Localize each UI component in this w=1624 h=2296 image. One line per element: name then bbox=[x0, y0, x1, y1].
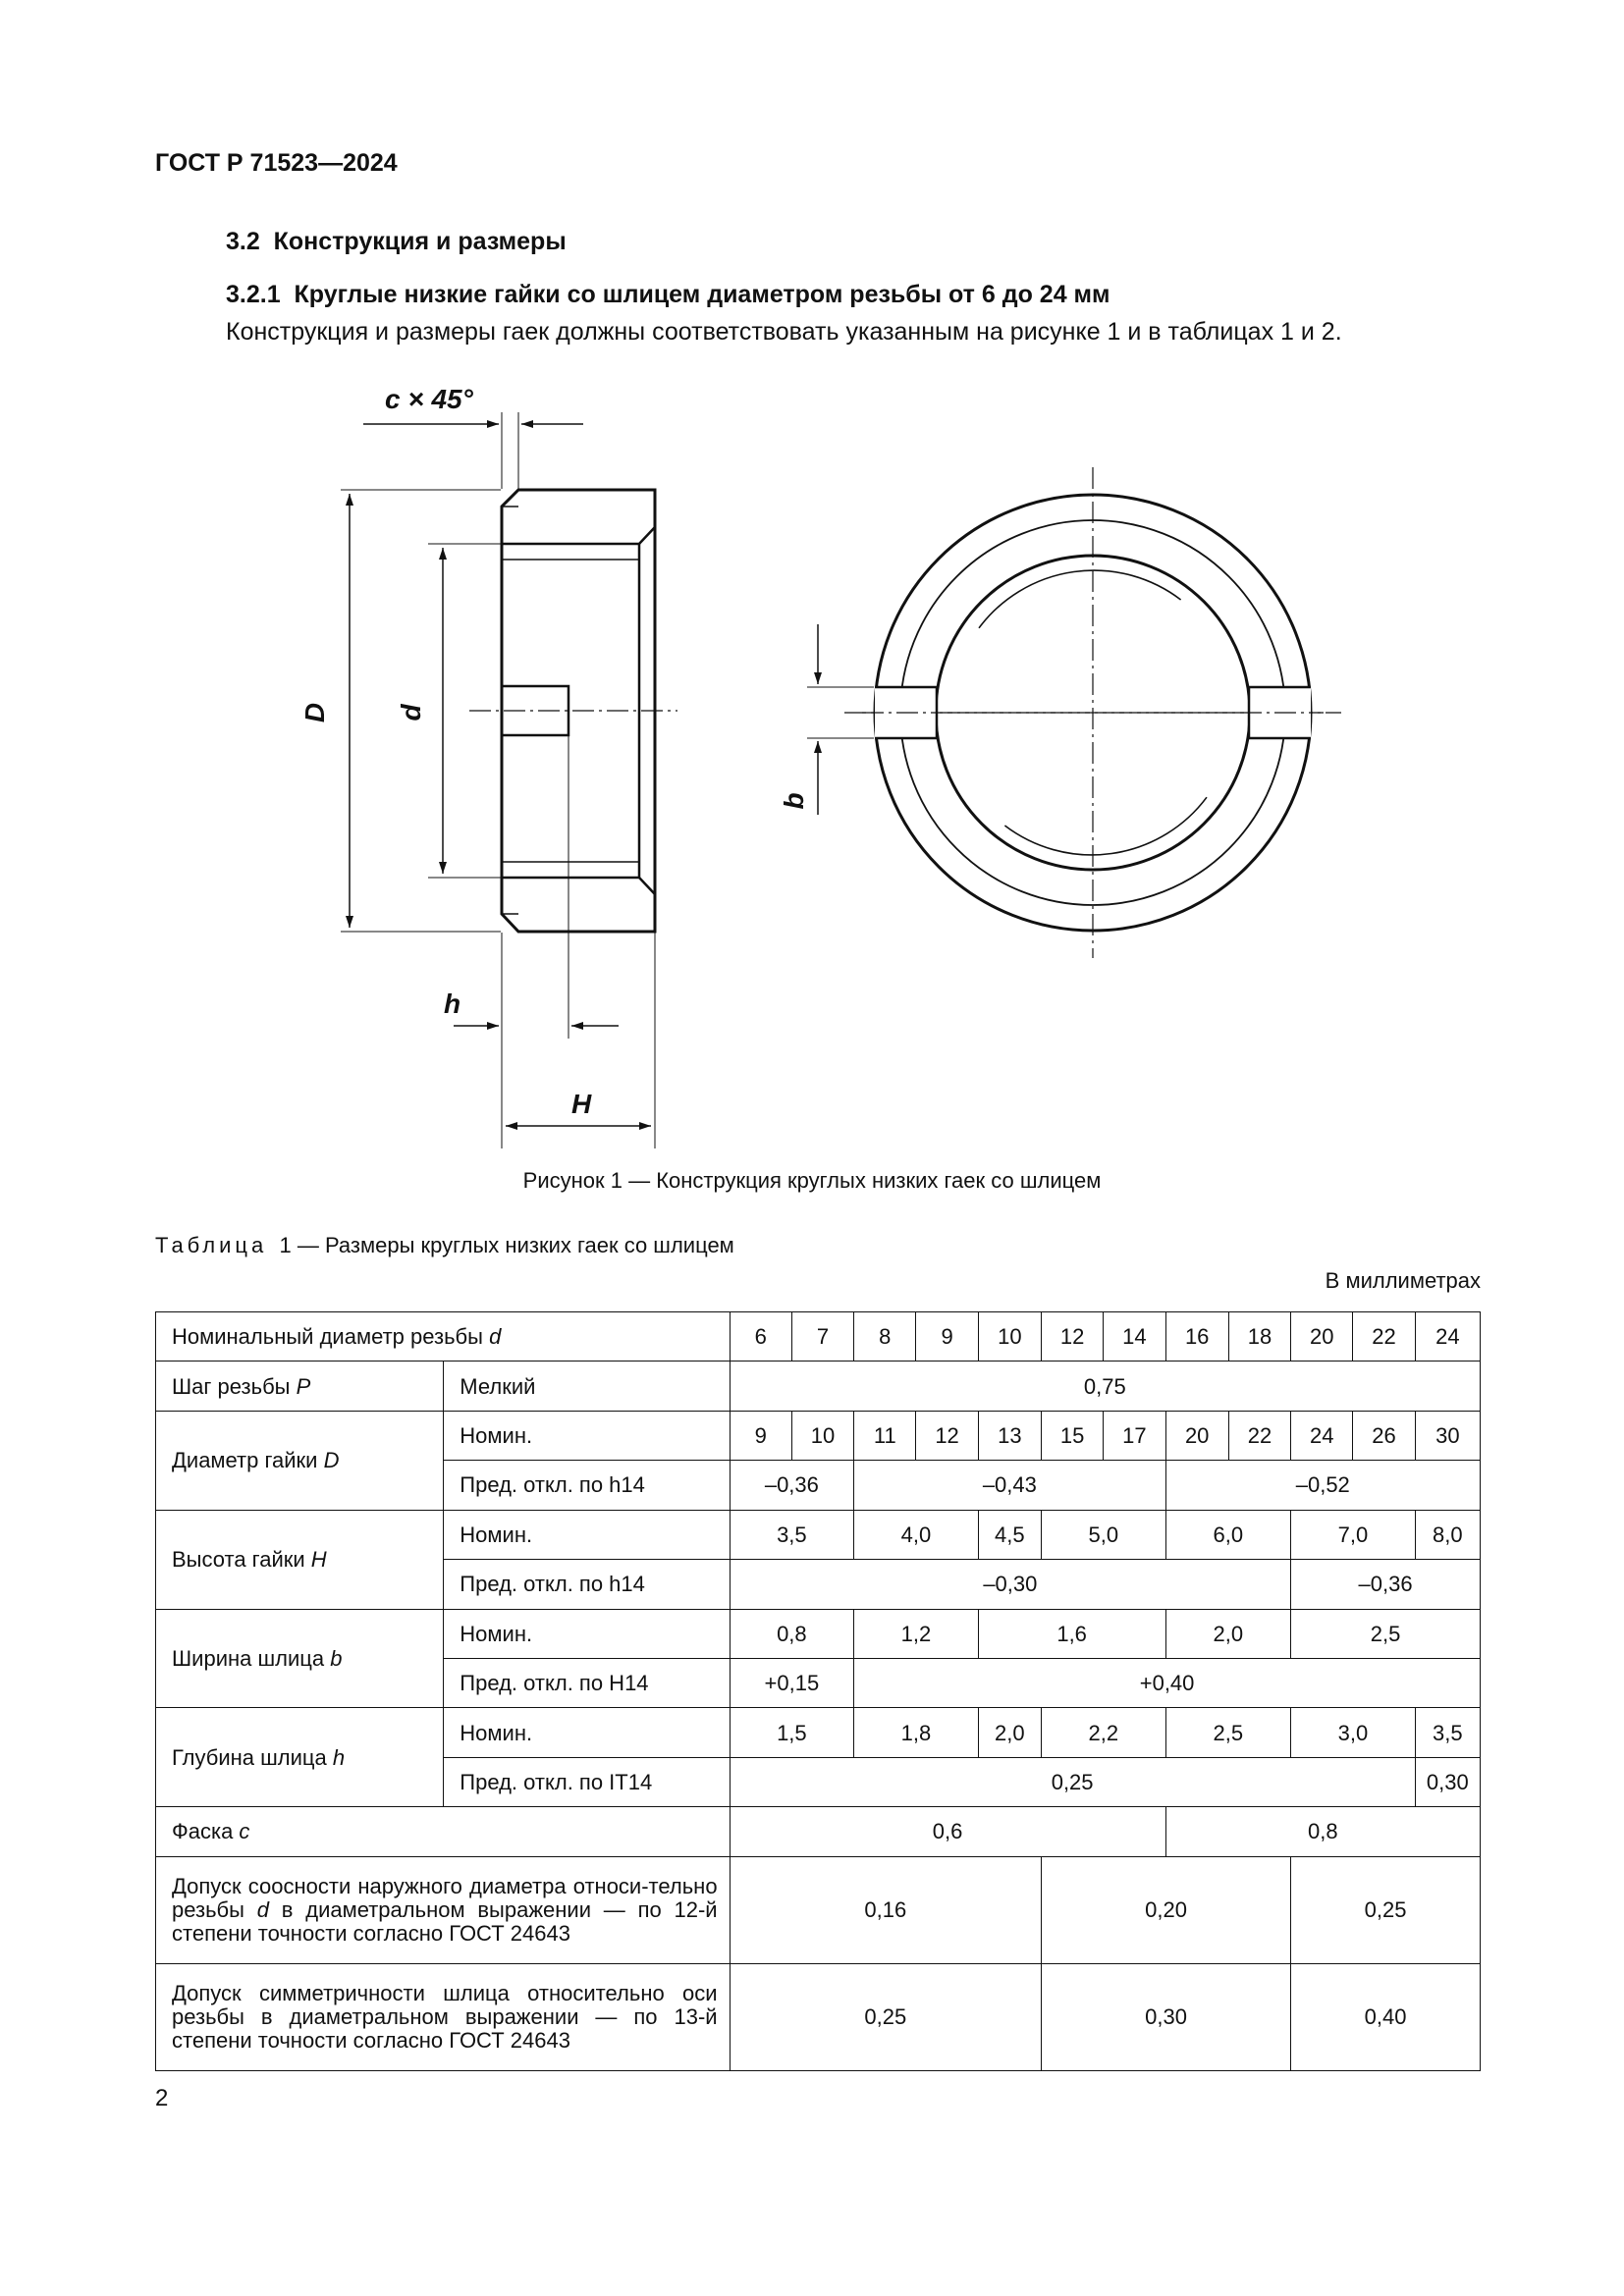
nominal-cell: 20 bbox=[1291, 1312, 1353, 1362]
nominal-sublabel: Номин. bbox=[444, 1708, 730, 1757]
value-cell: 3,5 bbox=[1415, 1708, 1480, 1757]
units-note: В миллиметрах bbox=[1325, 1268, 1481, 1293]
row-label-slot-depth: Глубина шлица h bbox=[156, 1708, 444, 1807]
table-caption-prefix: Таблица bbox=[155, 1233, 268, 1257]
intro-paragraph: Конструкция и размеры гаек должны соответствовать указанным на рисунке 1 и в таблицах 1 и 2. bbox=[226, 318, 1342, 346]
nominal-cell: 24 bbox=[1415, 1312, 1480, 1362]
tolerance-sublabel: Пред. откл. по h14 bbox=[444, 1461, 730, 1510]
table-row bbox=[156, 1807, 1481, 1856]
label-D: D bbox=[299, 702, 330, 723]
value-cell: 2,0 bbox=[1165, 1609, 1291, 1658]
value-cell: –0,52 bbox=[1165, 1461, 1480, 1510]
row-label-slot-width: Ширина шлица b bbox=[156, 1609, 444, 1708]
figure-caption: Рисунок 1 — Конструкция круглых низких гаек со шлицем bbox=[522, 1168, 1102, 1193]
value-cell: +0,15 bbox=[730, 1658, 854, 1707]
nominal-cell: 7 bbox=[791, 1312, 853, 1362]
value-cell: 13 bbox=[978, 1411, 1041, 1460]
value-cell: 2,5 bbox=[1291, 1609, 1481, 1658]
table-row bbox=[156, 1411, 1481, 1460]
table-row bbox=[156, 1510, 1481, 1559]
nominal-cell: 8 bbox=[854, 1312, 916, 1362]
value-cell: 1,8 bbox=[854, 1708, 979, 1757]
value-cell: 10 bbox=[791, 1411, 853, 1460]
tolerance-sublabel: Пред. откл. по h14 bbox=[444, 1560, 730, 1609]
row-label-symmetry: Допуск симметричности шлица относительно оси резьбы в диаметральном выражении — по 13-й степени точности согласно ГОСТ 24643 bbox=[156, 1963, 731, 2070]
value-cell: –0,43 bbox=[854, 1461, 1165, 1510]
row-label-chamfer: Фаска c bbox=[156, 1807, 731, 1856]
tolerance-sublabel: Пред. откл. по H14 bbox=[444, 1658, 730, 1707]
table-row bbox=[156, 1708, 1481, 1757]
label-H: H bbox=[571, 1089, 592, 1119]
nominal-cell: 16 bbox=[1165, 1312, 1228, 1362]
side-view bbox=[341, 412, 677, 1148]
value-cell: +0,40 bbox=[854, 1658, 1481, 1707]
value-cell: 2,2 bbox=[1041, 1708, 1165, 1757]
value-cell: 24 bbox=[1291, 1411, 1353, 1460]
label-h: h bbox=[444, 988, 461, 1019]
value-cell: 6,0 bbox=[1165, 1510, 1291, 1559]
table-row bbox=[156, 1963, 1481, 2070]
subsection-title: 3.2.1 Круглые низкие гайки со шлицем диаметром резьбы от 6 до 24 мм bbox=[226, 281, 1110, 308]
pitch-sublabel: Мелкий bbox=[444, 1362, 730, 1411]
thread-bore-top bbox=[502, 527, 655, 544]
nominal-cell: 12 bbox=[1041, 1312, 1103, 1362]
table-row bbox=[156, 1609, 1481, 1658]
nominal-cell: 6 bbox=[730, 1312, 791, 1362]
value-cell: 0,20 bbox=[1041, 1856, 1290, 1963]
nominal-sublabel: Номин. bbox=[444, 1510, 730, 1559]
row-label-nut-diameter: Диаметр гайки D bbox=[156, 1411, 444, 1510]
pitch-value: 0,75 bbox=[730, 1362, 1480, 1411]
value-cell: 8,0 bbox=[1415, 1510, 1480, 1559]
value-cell: 5,0 bbox=[1041, 1510, 1165, 1559]
value-cell: 4,0 bbox=[854, 1510, 979, 1559]
value-cell: –0,36 bbox=[1291, 1560, 1481, 1609]
nominal-cell: 10 bbox=[978, 1312, 1041, 1362]
value-cell: 0,30 bbox=[1041, 1963, 1290, 2070]
nominal-cell: 9 bbox=[916, 1312, 978, 1362]
value-cell: 17 bbox=[1104, 1411, 1165, 1460]
value-cell: 0,30 bbox=[1415, 1757, 1480, 1806]
nominal-sublabel: Номин. bbox=[444, 1411, 730, 1460]
value-cell: 12 bbox=[916, 1411, 978, 1460]
page-number: 2 bbox=[155, 2085, 169, 2111]
front-view bbox=[807, 467, 1341, 958]
row-label-nut-height: Высота гайки H bbox=[156, 1510, 444, 1609]
value-cell: 11 bbox=[854, 1411, 916, 1460]
value-cell: 2,0 bbox=[978, 1708, 1041, 1757]
row-label-nominal: Номинальный диаметр резьбы d bbox=[156, 1312, 731, 1362]
table-row bbox=[156, 1362, 1481, 1411]
section-title: 3.2 Конструкция и размеры bbox=[226, 228, 567, 255]
value-cell: 26 bbox=[1353, 1411, 1415, 1460]
value-cell: –0,36 bbox=[730, 1461, 854, 1510]
value-cell: 0,25 bbox=[1291, 1856, 1481, 1963]
label-chamfer: c × 45° bbox=[385, 384, 473, 414]
value-cell: 20 bbox=[1165, 1411, 1228, 1460]
value-cell: 9 bbox=[730, 1411, 791, 1460]
value-cell: 0,16 bbox=[730, 1856, 1041, 1963]
value-cell: 4,5 bbox=[978, 1510, 1041, 1559]
value-cell: 3,0 bbox=[1291, 1708, 1416, 1757]
nominal-sublabel: Номин. bbox=[444, 1609, 730, 1658]
value-cell: 7,0 bbox=[1291, 1510, 1416, 1559]
value-cell: 0,6 bbox=[730, 1807, 1165, 1856]
value-cell: 30 bbox=[1415, 1411, 1480, 1460]
value-cell: 3,5 bbox=[730, 1510, 854, 1559]
table-row bbox=[156, 1856, 1481, 1963]
value-cell: 22 bbox=[1228, 1411, 1290, 1460]
nominal-cell: 14 bbox=[1104, 1312, 1165, 1362]
standard-header: ГОСТ Р 71523—2024 bbox=[155, 149, 398, 177]
thread-bore-bottom bbox=[502, 878, 655, 894]
value-cell: 0,40 bbox=[1291, 1963, 1481, 2070]
value-cell: 0,8 bbox=[730, 1609, 854, 1658]
row-label-coaxiality: Допуск соосности наружного диаметра относи-тельно резьбы d в диаметральном выражении — по 12-й степени точности согласно ГОСТ 24643 bbox=[156, 1856, 731, 1963]
value-cell: 0,25 bbox=[730, 1963, 1041, 2070]
value-cell: 1,6 bbox=[978, 1609, 1165, 1658]
tolerance-sublabel: Пред. откл. по IT14 bbox=[444, 1757, 730, 1806]
value-cell: 2,5 bbox=[1165, 1708, 1291, 1757]
value-cell: 1,5 bbox=[730, 1708, 854, 1757]
table-row bbox=[156, 1312, 1481, 1362]
table-caption-text: 1 — Размеры круглых низких гаек со шлицем bbox=[279, 1233, 734, 1257]
value-cell: 0,25 bbox=[730, 1757, 1415, 1806]
nominal-cell: 18 bbox=[1228, 1312, 1290, 1362]
table-caption bbox=[155, 1233, 734, 1258]
label-d: d bbox=[396, 704, 426, 721]
dimensions-table bbox=[155, 1311, 1481, 2071]
label-b: b bbox=[779, 792, 809, 810]
row-label-pitch: Шаг резьбы P bbox=[156, 1362, 444, 1411]
value-cell: –0,30 bbox=[730, 1560, 1291, 1609]
value-cell: 15 bbox=[1041, 1411, 1103, 1460]
value-cell: 1,2 bbox=[854, 1609, 979, 1658]
value-cell: 0,8 bbox=[1165, 1807, 1480, 1856]
nominal-cell: 22 bbox=[1353, 1312, 1415, 1362]
